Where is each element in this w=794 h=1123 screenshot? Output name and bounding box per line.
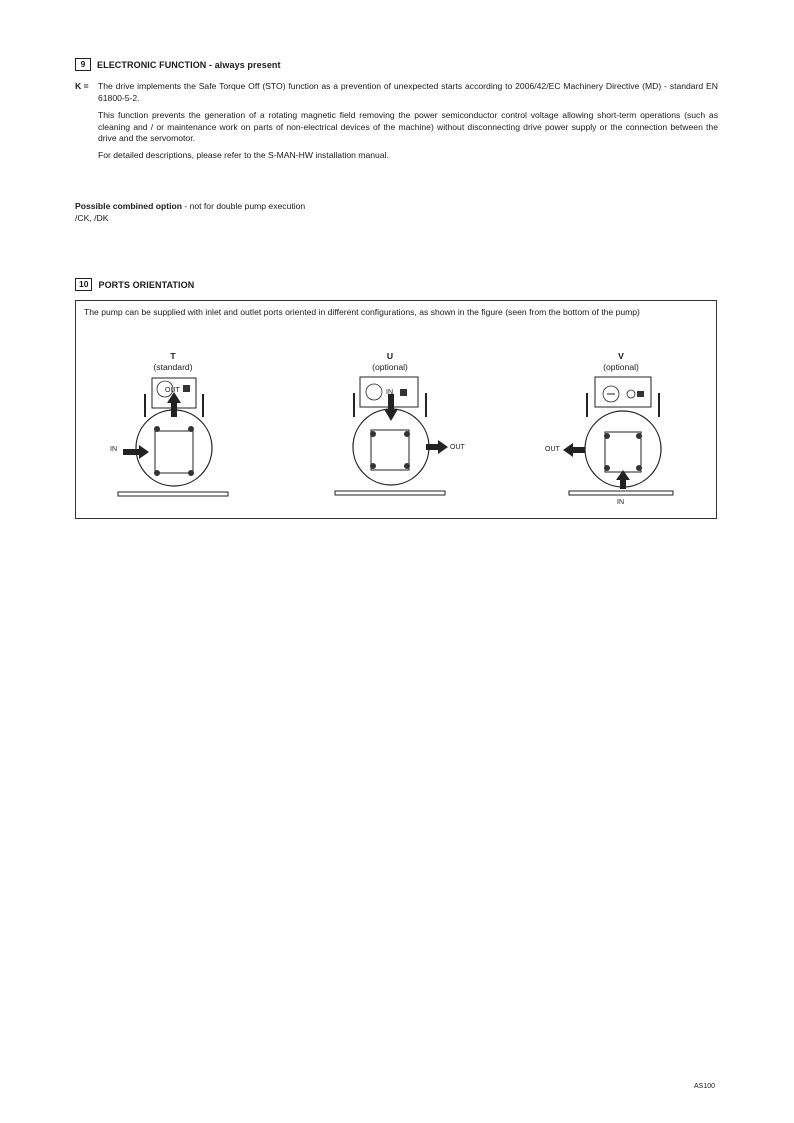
- out-port-label: OUT: [545, 446, 560, 453]
- diagram-u: [330, 351, 465, 511]
- paragraph-sto: The drive implements the Safe Torque Off (STO) function as a prevention of unexpected starts according to 2006/42/EC Machinery Directive (MD) - standard EN 61800-5-2.: [98, 81, 718, 103]
- diagram-subtitle: (optional): [372, 362, 408, 372]
- section-title: ELECTRONIC FUNCTION - always present: [97, 59, 281, 70]
- section-9-header: [75, 58, 281, 71]
- section-number: 9: [75, 58, 91, 71]
- section-number: 10: [75, 278, 92, 291]
- in-port-label: IN: [617, 499, 624, 506]
- diagram-subtitle: (optional): [603, 362, 639, 372]
- pump-drawing-t: [113, 351, 233, 511]
- in-port-label: IN: [110, 446, 117, 453]
- out-port-label: OUT: [450, 444, 465, 451]
- diagram-letter: U: [386, 351, 394, 361]
- diagram-subtitle: (standard): [153, 362, 193, 372]
- diagram-letter: V: [618, 351, 624, 361]
- in-port-label: IN: [386, 389, 393, 396]
- combined-option-note: - not for double pump execution: [181, 201, 306, 211]
- diagram-letter: T: [170, 351, 176, 361]
- paragraph-reference: For detailed descriptions, please refer to the S-MAN-HW installation manual.: [98, 150, 389, 160]
- diagram-v: [545, 351, 681, 511]
- document-code: AS100: [694, 1083, 716, 1090]
- pump-drawing-v: [561, 351, 681, 511]
- section-title: PORTS ORIENTATION: [98, 279, 195, 290]
- section-10-header: [75, 278, 194, 291]
- ports-intro-text: The pump can be supplied with inlet and outlet ports oriented in different configurations, as shown in the figure (seen from the bottom of the pump): [84, 307, 640, 317]
- combined-option-values: /CK, /DK: [75, 212, 109, 223]
- diagram-t: [110, 351, 233, 511]
- out-port-label: OUT: [165, 387, 180, 394]
- pump-drawing-u: [330, 351, 450, 511]
- paragraph-function: This function prevents the generation of a rotating magnetic field removing the power semiconductor control voltage allowing short-term operations (such as cleaning and / or maintenance work on parts of non-electrical devices of the machine) without disconnecting drive power supply or the connection between the drive and the servomotor.: [98, 110, 718, 143]
- ports-orientation-box: [75, 300, 717, 519]
- combined-option: [75, 201, 305, 224]
- combined-option-label: Possible combined option: [75, 201, 182, 211]
- option-code: K =: [75, 81, 89, 91]
